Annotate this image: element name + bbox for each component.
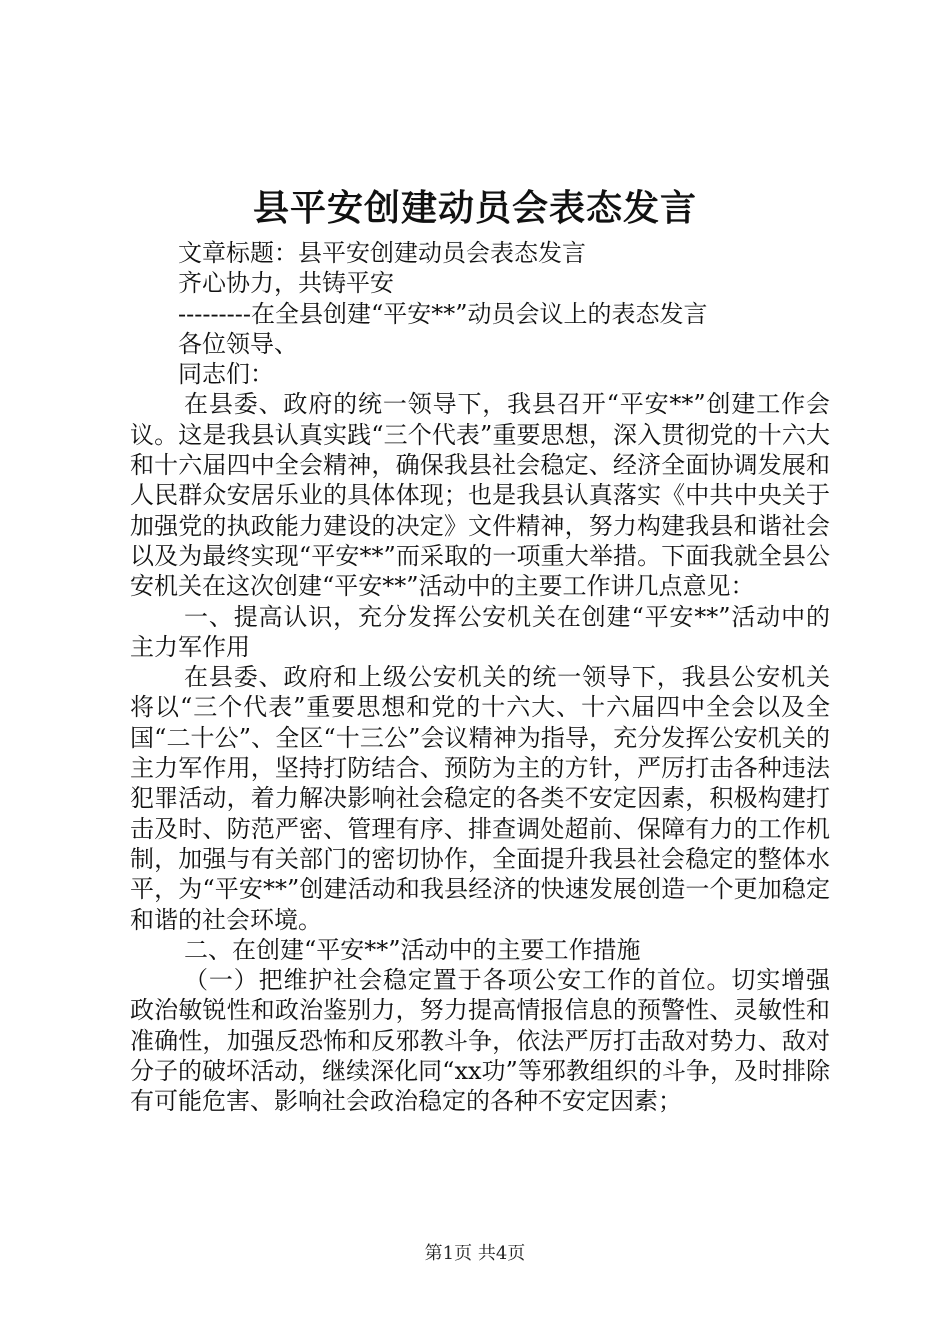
paragraph-section-1: 在县委、政府和上级公安机关的统一领导下，我县公安机关将以“三个代表”重要思想和党的十六大、十六届四中全会以及全国“二十公”、全区“十三公”会议精神为指导，充分发挥公安机关的主力军作用，坚持打防结合、预防为主的方针，严厉打击各种违法犯罪活动，着力解决影响社会稳定的各类不安定因素，积极构建打击及时、防范严密、管理有序、排查调处超前、保障有力的工作机制，加强与有关部门的密切协作，全面提升我县社会稳定的整体水平，为“平安**”创建活动和我县经济的快速发展创造一个更加稳定和谐的社会环境。	[130, 663, 830, 934]
salutation-leaders: 各位领导、	[178, 329, 298, 358]
salutation-comrades: 同志们：	[178, 360, 274, 389]
page-footer: 第1页 共4页	[424, 1243, 526, 1264]
document-title: 县平安创建动员会表态发言	[252, 187, 697, 229]
paragraph-intro: 在县委、政府的统一领导下，我县召开“平安**”创建工作会议。这是我县认真实践“三个代表”重要思想，深入贯彻党的十六大和十六届四中全会精神，确保我县社会稳定、经济全面协调发展和人民群众安居乐业的具体体现；也是我县认真落实《中共中央关于加强党的执政能力建设的决定》文件精神，努力构建我县和谐社会以及为最终实现“平安**”而采取的一项重大举措。下面我就全县公安机关在这次创建“平安**”活动中的主要工作讲几点意见：	[130, 390, 830, 601]
document-body	[130, 238, 830, 1117]
paragraph-measure-1: （一）把维护社会稳定置于各项公安工作的首位。切实增强政治敏锐性和政治鉴别力，努力提高情报信息的预警性、灵敏性和准确性，加强反恐怖和反邪教斗争，依法严厉打击敌对势力、敌对分子的破坏活动，继续深化同“xx功”等邪教组织的斗争，及时排除有可能危害、影响社会政治稳定的各种不安定因素；	[130, 966, 830, 1116]
section-heading-1: 一、提高认识，充分发挥公安机关在创建“平安**”活动中的主力军作用	[130, 602, 830, 661]
speech-subtitle-line: ---------在全县创建“平安**”动员会议上的表态发言	[178, 299, 708, 328]
section-heading-2: 二、在创建“平安**”活动中的主要工作措施	[184, 935, 641, 964]
article-title-line: 文章标题：县平安创建动员会表态发言	[178, 239, 586, 267]
speech-title-line: 齐心协力，共铸平安	[178, 269, 394, 298]
